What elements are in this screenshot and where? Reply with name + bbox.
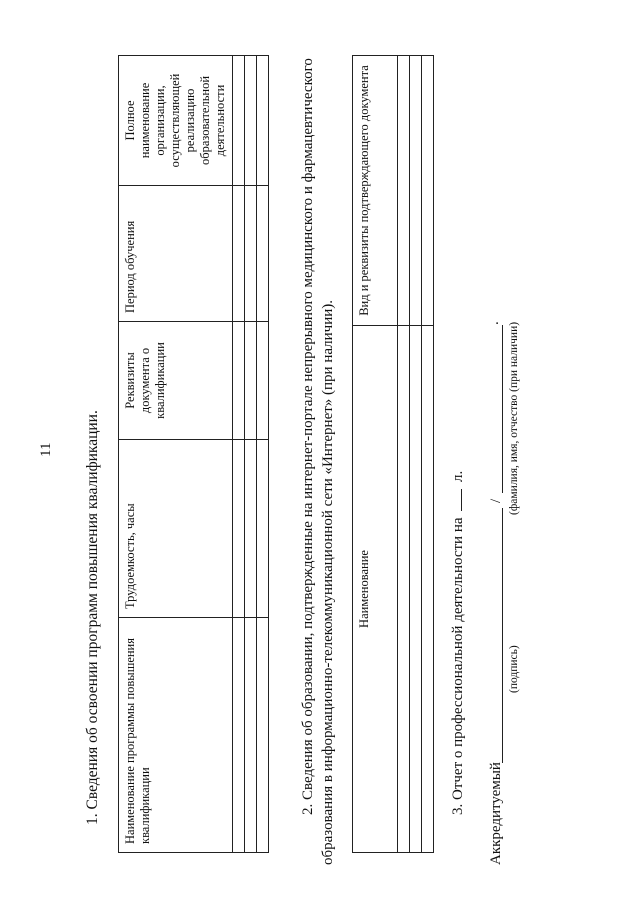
column-header: Полное наименование организации, осуществляющей реализацию образовательной деятельности — [119, 56, 233, 186]
table-row — [398, 56, 410, 853]
table-header-row — [353, 56, 398, 853]
column-header: Вид и реквизиты подтверждающего документа — [353, 56, 398, 326]
signature-caption: (подпись) — [508, 645, 520, 693]
page-number: 11 — [38, 442, 54, 457]
signature-label: Аккредитуемый — [488, 762, 504, 865]
table-header-row — [119, 56, 233, 853]
table-row — [257, 56, 269, 853]
qualification-table — [118, 55, 269, 853]
signature-separator: / — [488, 498, 504, 503]
signature-line — [502, 508, 503, 763]
table-row — [245, 56, 257, 853]
column-header: Реквизиты документа о квалификации — [119, 322, 233, 440]
column-header: Наименование программы повышения квалификации — [119, 618, 233, 853]
sheet-count-blank — [447, 489, 462, 511]
signature-end-mark: . — [486, 321, 502, 325]
section3-line — [447, 471, 467, 815]
section1-title: 1. Сведения об освоении программ повышения квалификации. — [84, 410, 101, 825]
name-caption: (фамилия, имя, отчество (при наличии) — [508, 321, 520, 515]
section2-title-line1: 2. Сведения об образовании, подтвержденные на интернет-портале непрерывного медицинского и фармацевтического — [300, 58, 316, 815]
section2-title — [298, 35, 338, 865]
column-header: Трудоемкость, часы — [119, 440, 233, 618]
table-row — [233, 56, 245, 853]
section3-suffix: л. — [450, 470, 466, 482]
name-line — [502, 325, 503, 493]
table-row — [422, 56, 434, 853]
column-header: Период обучения — [119, 186, 233, 322]
column-header: Наименование — [353, 326, 398, 853]
section2-title-line2: образования в информационно-телекоммуникационной сети «Интернет» (при наличии). — [320, 299, 336, 865]
table-row — [410, 56, 422, 853]
education-table — [352, 55, 434, 853]
section3-text: 3. Отчет о профессиональной деятельности на — [450, 517, 466, 815]
